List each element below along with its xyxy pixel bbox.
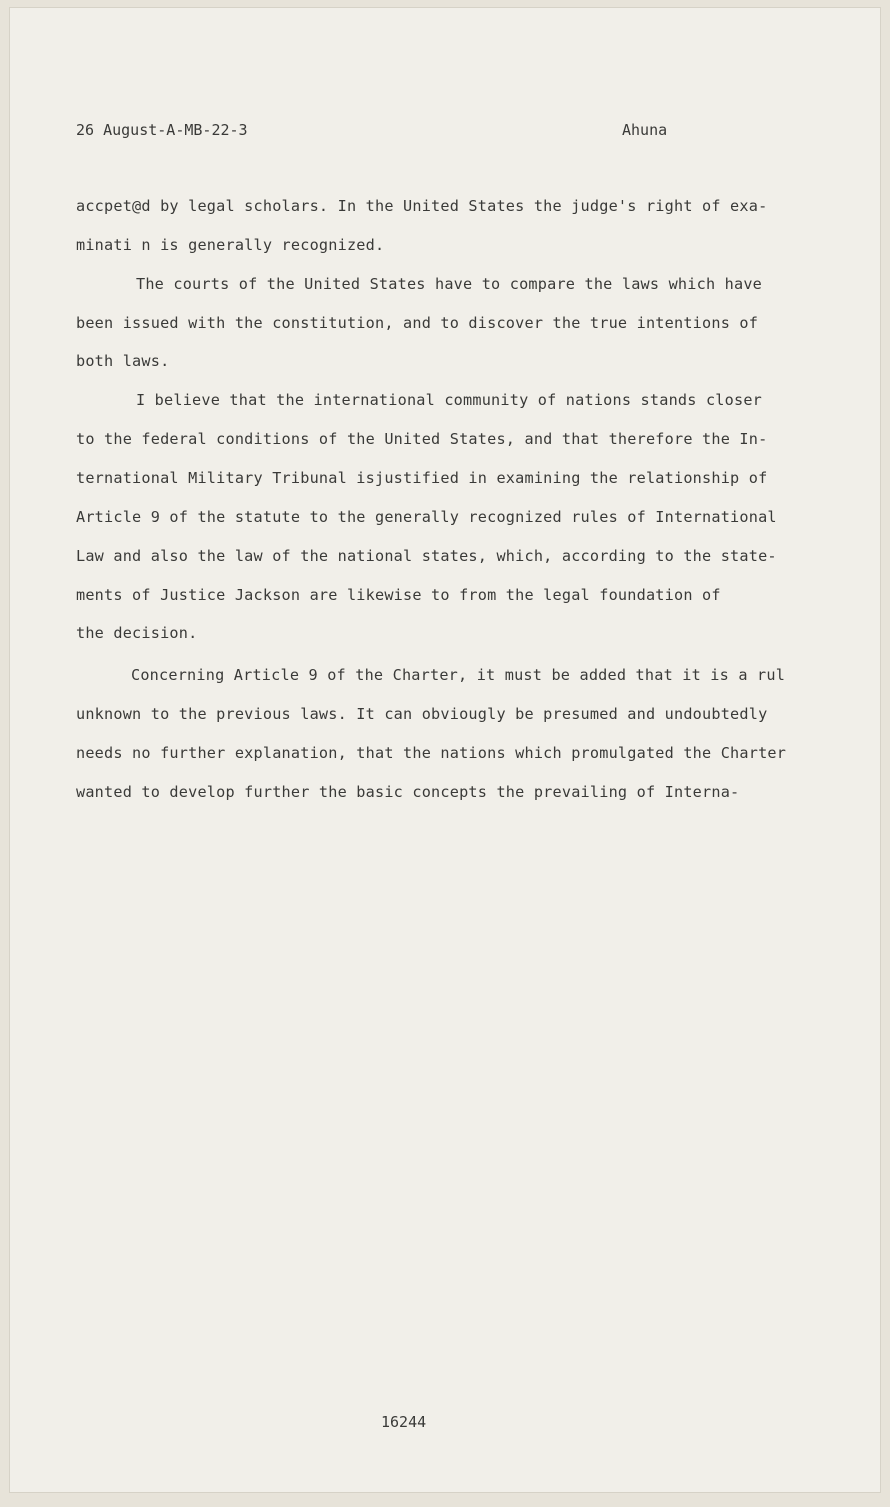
text-line: The courts of the United States have to compare the laws which have — [136, 275, 763, 293]
page-number: 16244 — [381, 1413, 427, 1431]
text-line: accpet@d by legal scholars. In the United States the judge's right of exa- — [76, 197, 768, 215]
header-name: Ahuna — [622, 121, 668, 139]
text-line: Article 9 of the statute to the generally recognized rules of International — [76, 508, 777, 526]
text-line: to the federal conditions of the United States, and that therefore the In- — [76, 430, 768, 448]
page-header — [76, 121, 676, 145]
text-line: unknown to the previous laws. It can obviougly be presumed and undoubtedly — [76, 705, 768, 723]
text-line: minati n is generally recognized. — [76, 236, 385, 254]
text-line: ternational Military Tribunal isjustified in examining the relationship of — [76, 469, 768, 487]
text-line: been issued with the constitution, and to discover the true intentions of — [76, 314, 759, 332]
text-line: ments of Justice Jackson are likewise to from the legal foundation of — [76, 586, 721, 604]
text-line: both laws. — [76, 352, 170, 370]
document-page — [9, 7, 881, 1493]
text-line: needs no further explanation, that the nations which promulgated the Charter — [76, 744, 787, 762]
text-line: wanted to develop further the basic concepts the prevailing of Interna- — [76, 783, 740, 801]
header-reference: 26 August-A-MB-22-3 — [76, 121, 248, 139]
text-line: the decision. — [76, 624, 198, 642]
text-line: I believe that the international community of nations stands closer — [136, 391, 763, 409]
text-line: Law and also the law of the national states, which, according to the state- — [76, 547, 777, 565]
text-line: Concerning Article 9 of the Charter, it must be added that it is a rul — [131, 666, 786, 684]
